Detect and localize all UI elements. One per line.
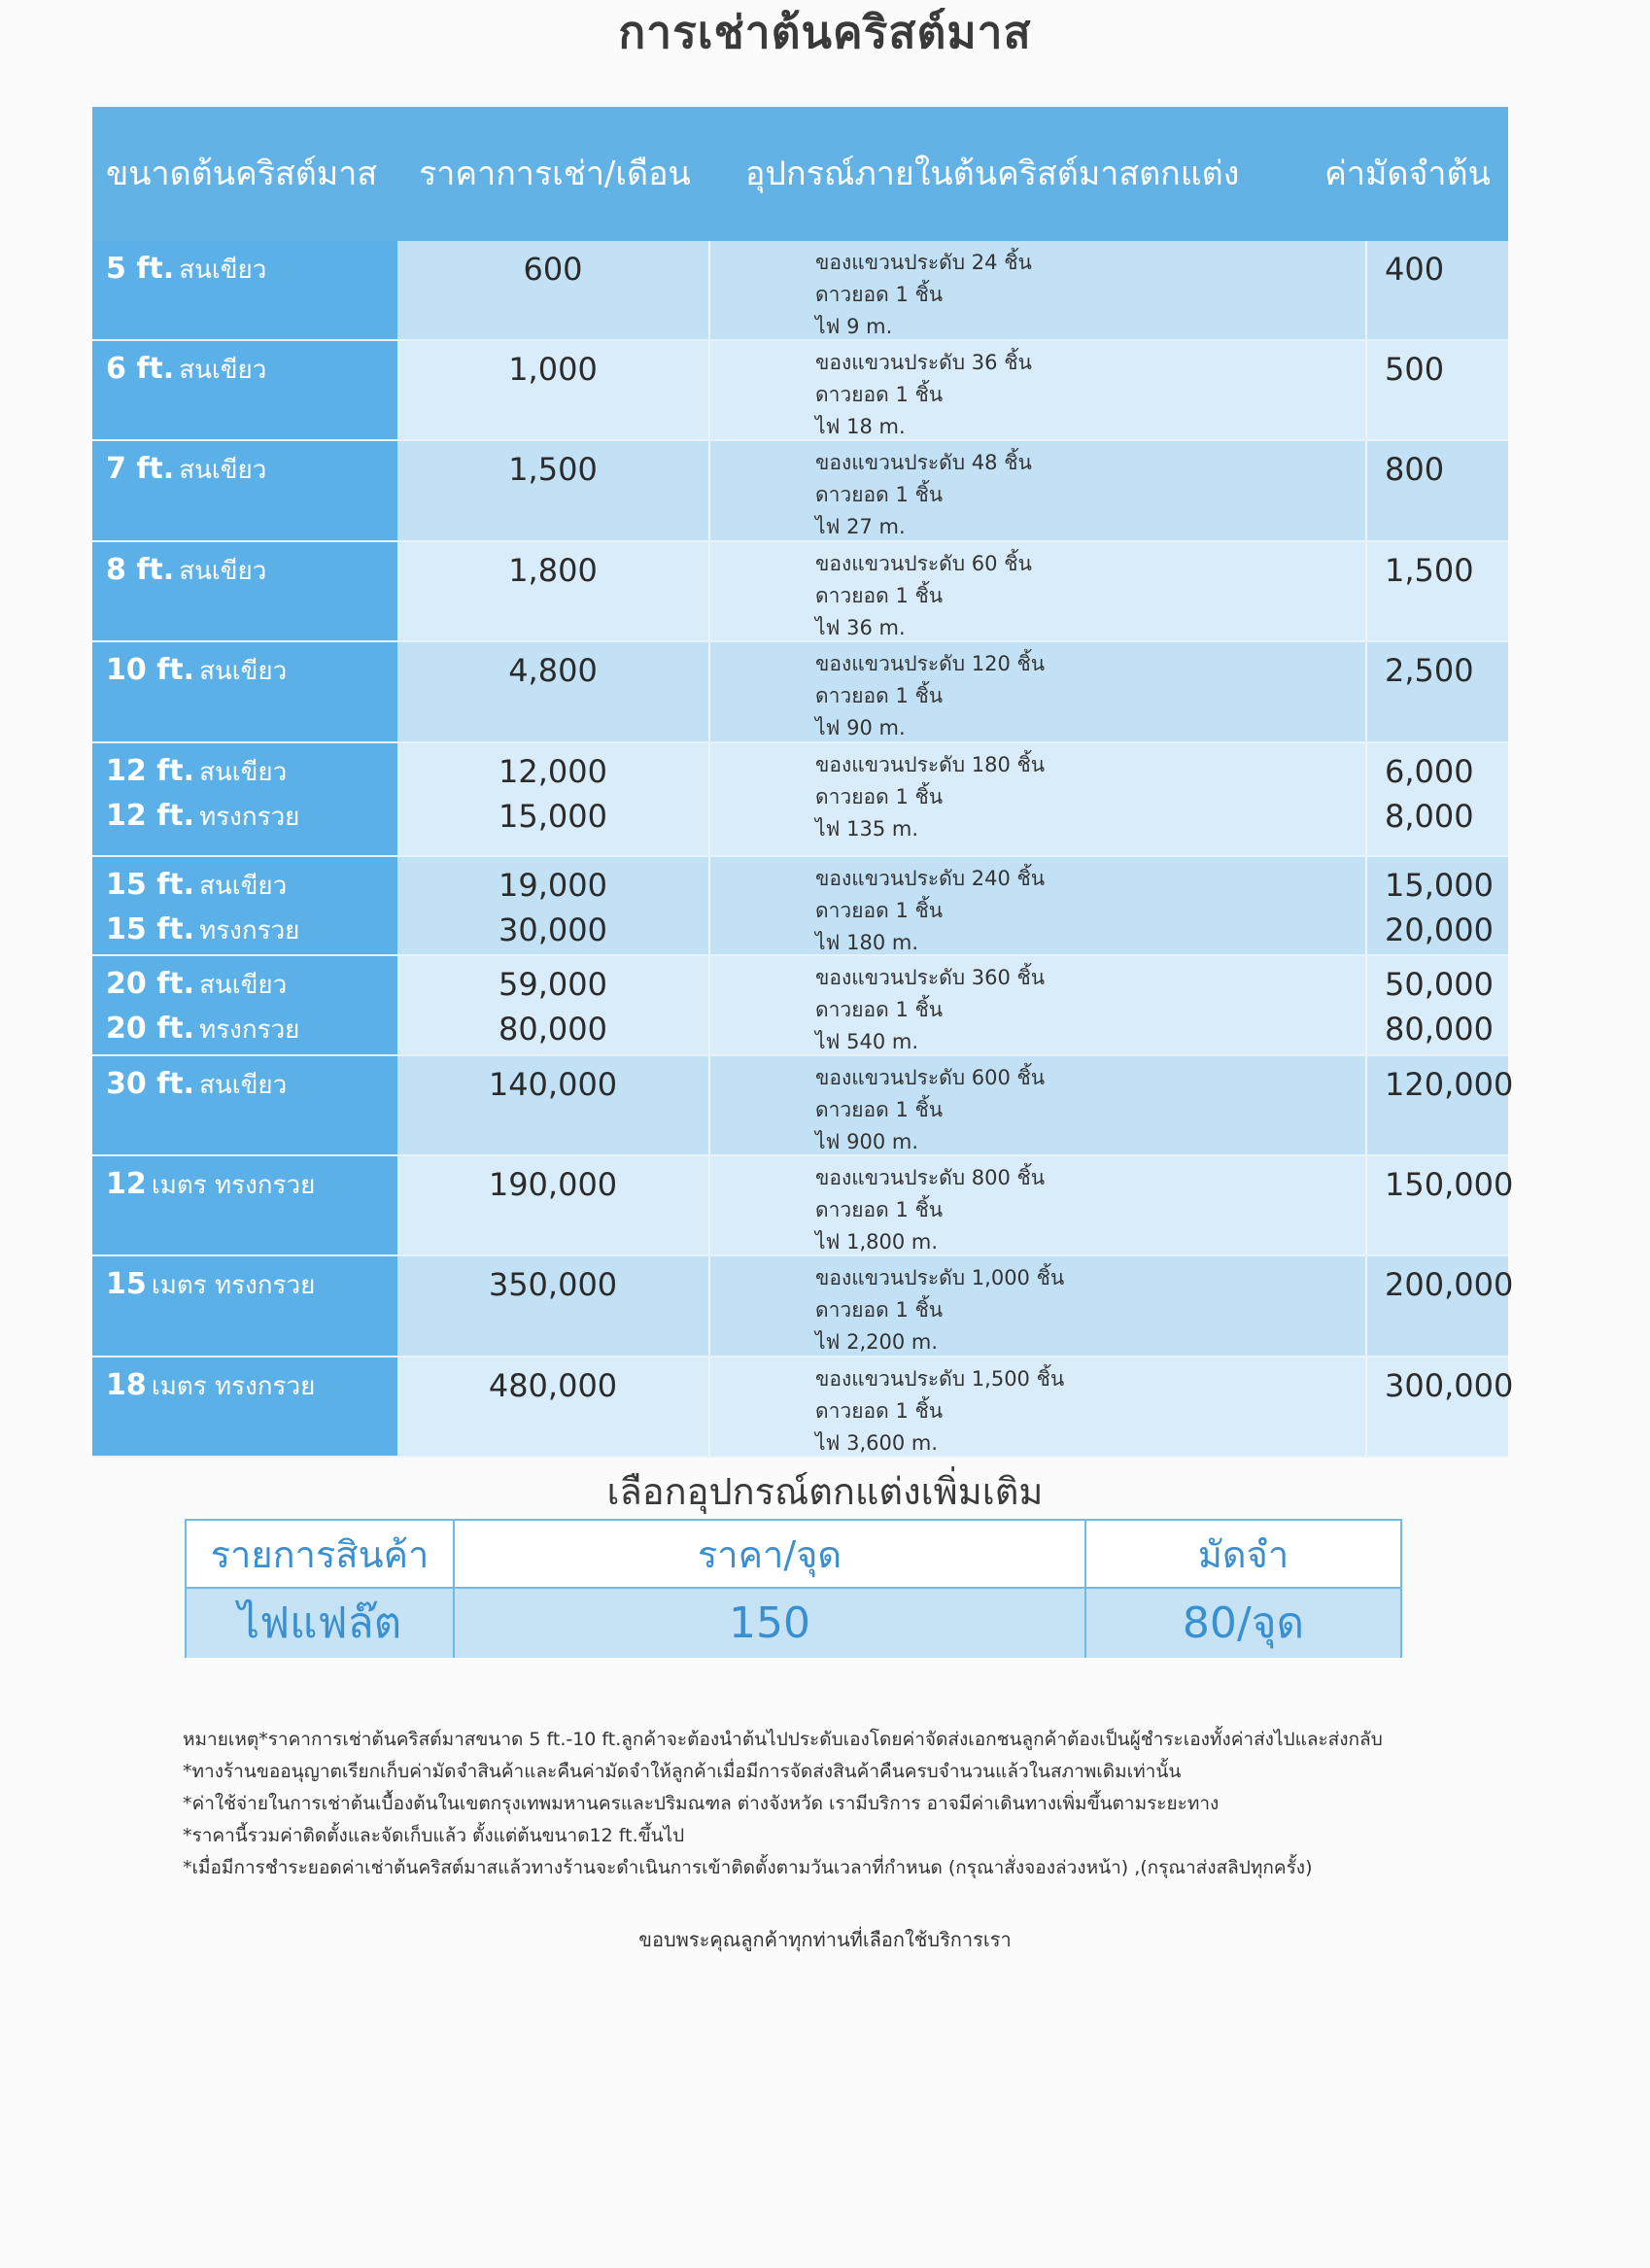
- equipment-item: ของแขวนประดับ 1,500 ชิ้น: [815, 1367, 1065, 1391]
- equipment-item: ดาวยอด 1 ชิ้น: [815, 785, 944, 808]
- column-divider: [1365, 1357, 1367, 1456]
- header-tree-size: ขนาดต้นคริสต์มาส: [106, 155, 378, 193]
- table-row: [92, 341, 1508, 441]
- note-line: หมายเหตุ*ราคาการเช่าต้นคริสต์มาสขนาด 5 ft.-10 ft.ลูกค้าจะต้องนำต้นไปประดับเองโดยค่าจัดส่งเอกชนลูกค้าต้องเป็นผู้ชำระเองทั้งค่าส่งไปและส่งกลับ: [183, 1729, 1383, 1750]
- addon-header-price: ราคา/จุด: [455, 1521, 1086, 1587]
- rental-price-cell: [397, 347, 708, 392]
- tree-type: สนเขียว: [179, 256, 267, 285]
- equipment-item: ไฟ 27 m.: [815, 515, 906, 538]
- column-divider: [1365, 1056, 1367, 1154]
- rental-price: 12,000: [498, 753, 607, 790]
- equipment-item: ดาวยอด 1 ชิ้น: [815, 1298, 944, 1322]
- tree-size-cell: [92, 542, 397, 640]
- equipment-item: ไฟ 2,200 m.: [815, 1330, 939, 1354]
- tree-height: 12: [106, 1167, 147, 1201]
- column-divider: [1365, 956, 1367, 1054]
- tree-height: 30 ft.: [106, 1067, 194, 1101]
- equipment-cell: [815, 247, 1359, 343]
- deposit-cell: [1385, 548, 1579, 593]
- equipment-item: ของแขวนประดับ 180 ชิ้น: [815, 753, 1046, 776]
- equipment-item: ไฟ 3,600 m.: [815, 1431, 939, 1455]
- equipment-item: ดาวยอด 1 ชิ้น: [815, 1098, 944, 1121]
- equipment-item: ของแขวนประดับ 48 ชิ้น: [815, 451, 1032, 474]
- table-header: [92, 107, 1508, 241]
- equipment-cell: [815, 1062, 1359, 1158]
- rental-price-cell: [397, 863, 708, 952]
- deposit-value: 15,000: [1385, 867, 1494, 904]
- tree-type: สนเขียว: [199, 971, 288, 1000]
- deposit-cell: [1385, 1262, 1579, 1307]
- tree-size: [106, 247, 397, 292]
- column-divider: [1365, 642, 1367, 741]
- addon-title: เลือกอุปกรณ์ตกแต่งเพิ่มเติม: [606, 1470, 1044, 1513]
- equipment-item: ดาวยอด 1 ชิ้น: [815, 383, 944, 406]
- rental-price-cell: [397, 1162, 708, 1207]
- deposit-cell: [1385, 347, 1579, 392]
- note-line: *ค่าใช้จ่ายในการเช่าต้นเบื้องต้นในเขตกรุงเทพมหานครและปริมณฑล ต่างจังหวัด เรามีบริการ อาจมีค่าเดินทางเพิ่มขึ้นตามระยะทาง: [183, 1793, 1220, 1814]
- rental-price-cell: [397, 749, 708, 839]
- rental-price-cell: [397, 962, 708, 1051]
- column-divider: [708, 857, 710, 954]
- column-divider: [1365, 1156, 1367, 1254]
- tree-height: 5 ft.: [106, 252, 175, 286]
- tree-size: [106, 962, 397, 1007]
- tree-size: [106, 1262, 397, 1307]
- table-row: [92, 857, 1508, 956]
- tree-size: [106, 908, 397, 952]
- rental-price-cell: [397, 1363, 708, 1408]
- tree-height: 20 ft.: [106, 1012, 194, 1046]
- equipment-cell: [815, 447, 1359, 543]
- tree-size: [106, 1007, 397, 1051]
- table-row: [92, 1056, 1514, 1156]
- tree-height: 15: [106, 1267, 147, 1301]
- tree-type: เมตร ทรงกรวย: [151, 1171, 316, 1200]
- rental-price: 480,000: [488, 1367, 618, 1404]
- equipment-item: ดาวยอด 1 ชิ้น: [815, 1198, 944, 1221]
- tree-type: เมตร ทรงกรวย: [151, 1372, 316, 1401]
- rental-price: 30,000: [498, 911, 607, 948]
- column-divider: [708, 542, 710, 640]
- equipment-cell: [815, 1162, 1359, 1258]
- deposit-cell: [1385, 447, 1579, 492]
- equipment-item: ดาวยอด 1 ชิ้น: [815, 1399, 944, 1423]
- equipment-cell: [815, 1262, 1359, 1358]
- addon-header-item: รายการสินค้า: [187, 1521, 455, 1587]
- column-divider: [708, 1256, 710, 1356]
- note-line: *ราคานี้รวมค่าติดตั้งและจัดเก็บแล้ว ตั้งแต่ต้นขนาด12 ft.ขึ้นไป: [183, 1825, 685, 1846]
- rental-price: 19,000: [498, 867, 607, 904]
- deposit-value: 120,000: [1385, 1066, 1514, 1103]
- equipment-item: ของแขวนประดับ 24 ชิ้น: [815, 251, 1032, 274]
- tree-size-cell: [92, 441, 397, 540]
- tree-height: 6 ft.: [106, 352, 175, 386]
- tree-height: 7 ft.: [106, 452, 175, 486]
- deposit-cell: [1385, 962, 1579, 1051]
- deposit-cell: [1385, 749, 1579, 839]
- table-body: [92, 241, 1514, 1458]
- tree-size-cell: [92, 1256, 397, 1356]
- deposit-value: 1,500: [1385, 552, 1474, 589]
- equipment-item: ไฟ 18 m.: [815, 415, 906, 438]
- addon-deposit: 80/จุด: [1182, 1598, 1305, 1648]
- tree-height: 12 ft.: [106, 754, 194, 788]
- column-divider: [708, 1357, 710, 1456]
- tree-size: [106, 1162, 397, 1207]
- equipment-item: ไฟ 36 m.: [815, 616, 906, 639]
- table-row: [92, 743, 1508, 857]
- rental-price: 600: [523, 251, 583, 288]
- tree-size: [106, 1363, 397, 1408]
- rental-price-cell: [397, 1262, 708, 1307]
- rental-price-cell: [397, 247, 708, 292]
- deposit-value: 800: [1385, 451, 1445, 488]
- equipment-item: ดาวยอด 1 ชิ้น: [815, 998, 944, 1021]
- rental-price-cell: [397, 548, 708, 593]
- tree-type: สนเขียว: [199, 872, 288, 901]
- deposit-value: 6,000: [1385, 753, 1474, 790]
- equipment-item: ไฟ 135 m.: [815, 817, 918, 841]
- rental-price: 4,800: [508, 652, 598, 689]
- tree-height: 12 ft.: [106, 799, 194, 833]
- addon-data-row: [187, 1589, 1400, 1658]
- tree-type: สนเขียว: [179, 557, 267, 586]
- rental-price: 80,000: [498, 1011, 607, 1048]
- column-divider: [1365, 542, 1367, 640]
- equipment-cell: [815, 863, 1359, 959]
- tree-size: [106, 648, 397, 693]
- deposit-value: 500: [1385, 351, 1445, 388]
- equipment-item: ไฟ 90 m.: [815, 716, 906, 739]
- tree-size: [106, 347, 397, 392]
- tree-height: 15 ft.: [106, 912, 194, 946]
- equipment-item: ไฟ 900 m.: [815, 1130, 918, 1153]
- equipment-item: ของแขวนประดับ 360 ชิ้น: [815, 966, 1046, 989]
- tree-type: สนเขียว: [199, 1071, 288, 1100]
- equipment-cell: [815, 648, 1359, 744]
- rental-price-cell: [397, 447, 708, 492]
- rental-price: 1,500: [508, 451, 598, 488]
- column-divider: [708, 441, 710, 540]
- equipment-item: ดาวยอด 1 ชิ้น: [815, 899, 944, 922]
- column-divider: [1365, 857, 1367, 954]
- table-row: [92, 1357, 1514, 1458]
- table-row: [92, 441, 1508, 542]
- column-divider: [1365, 743, 1367, 855]
- tree-size: [106, 1062, 397, 1107]
- column-divider: [708, 241, 710, 339]
- tree-height: 20 ft.: [106, 967, 194, 1001]
- equipment-item: ของแขวนประดับ 120 ชิ้น: [815, 652, 1046, 675]
- tree-height: 8 ft.: [106, 553, 175, 587]
- equipment-item: ไฟ 9 m.: [815, 315, 893, 338]
- equipment-item: ของแขวนประดับ 1,000 ชิ้น: [815, 1266, 1065, 1289]
- equipment-item: ของแขวนประดับ 60 ชิ้น: [815, 552, 1032, 575]
- page-title: การเช่าต้นคริสต์มาส: [618, 6, 1032, 58]
- deposit-cell: [1385, 648, 1579, 693]
- deposit-cell: [1385, 247, 1579, 292]
- tree-size-cell: [92, 956, 397, 1054]
- equipment-item: ดาวยอด 1 ชิ้น: [815, 584, 944, 607]
- column-divider: [708, 341, 710, 439]
- column-divider: [1365, 441, 1367, 540]
- column-divider: [708, 743, 710, 855]
- equipment-cell: [815, 962, 1359, 1058]
- header-deposit: ค่ามัดจำต้น: [1324, 155, 1491, 193]
- deposit-value: 200,000: [1385, 1266, 1514, 1303]
- rental-price-cell: [397, 648, 708, 693]
- equipment-item: ไฟ 180 m.: [815, 931, 918, 954]
- deposit-cell: [1385, 1062, 1579, 1107]
- tree-size: [106, 447, 397, 492]
- tree-size-cell: [92, 1156, 397, 1254]
- equipment-cell: [815, 548, 1359, 644]
- equipment-item: ไฟ 1,800 m.: [815, 1230, 939, 1254]
- header-equipment: อุปกรณ์ภายในต้นคริสต์มาสตกแต่ง: [745, 155, 1240, 193]
- tree-type: สนเขียว: [199, 758, 288, 787]
- tree-type: สนเขียว: [179, 456, 267, 485]
- tree-size-cell: [92, 857, 397, 954]
- addon-item: ไฟแฟล๊ต: [187, 1589, 455, 1658]
- tree-size-cell: [92, 642, 397, 741]
- equipment-item: ดาวยอด 1 ชิ้น: [815, 483, 944, 506]
- tree-type: ทรงกรวย: [199, 803, 300, 832]
- table-row: [92, 642, 1508, 743]
- rental-price: 350,000: [488, 1266, 618, 1303]
- tree-size-cell: [92, 743, 397, 855]
- deposit-cell: [1385, 1363, 1579, 1408]
- tree-size: [106, 863, 397, 908]
- equipment-cell: [815, 749, 1359, 845]
- rental-price: 1,800: [508, 552, 598, 589]
- rental-price: 190,000: [488, 1166, 618, 1203]
- table-row: [92, 241, 1508, 341]
- tree-type: ทรงกรวย: [199, 916, 300, 945]
- tree-type: ทรงกรวย: [199, 1015, 300, 1045]
- tree-size: [106, 548, 397, 593]
- equipment-item: ไฟ 540 m.: [815, 1030, 918, 1053]
- column-divider: [708, 1156, 710, 1254]
- column-divider: [1365, 1256, 1367, 1356]
- tree-size-cell: [92, 341, 397, 439]
- deposit-value: 20,000: [1385, 911, 1494, 948]
- equipment-cell: [815, 1363, 1359, 1460]
- table-row: [92, 956, 1508, 1056]
- thank-you-text: ขอบพระคุณลูกค้าทุกท่านที่เลือกใช้บริการเรา: [638, 1928, 1012, 1951]
- tree-height: 18: [106, 1368, 147, 1402]
- tree-type: เมตร ทรงกรวย: [151, 1271, 316, 1300]
- rental-price: 140,000: [488, 1066, 618, 1103]
- equipment-item: ของแขวนประดับ 36 ชิ้น: [815, 351, 1032, 374]
- rental-price-cell: [397, 1062, 708, 1107]
- addon-table: [185, 1519, 1402, 1658]
- column-divider: [708, 1056, 710, 1154]
- addon-header-row: [187, 1521, 1400, 1589]
- tree-size-cell: [92, 241, 397, 339]
- rental-price: 1,000: [508, 351, 598, 388]
- deposit-cell: [1385, 863, 1579, 952]
- equipment-item: ดาวยอด 1 ชิ้น: [815, 283, 944, 306]
- tree-size-cell: [92, 1056, 397, 1154]
- deposit-value: 8,000: [1385, 798, 1474, 835]
- deposit-value: 300,000: [1385, 1367, 1514, 1404]
- column-divider: [1365, 241, 1367, 339]
- addon-price: 150: [455, 1589, 1086, 1658]
- deposit-value: 150,000: [1385, 1166, 1514, 1203]
- equipment-item: ของแขวนประดับ 600 ชิ้น: [815, 1066, 1046, 1089]
- deposit-cell: [1385, 1162, 1579, 1207]
- rental-price-table: [92, 107, 1514, 1455]
- equipment-item: ของแขวนประดับ 800 ชิ้น: [815, 1166, 1046, 1189]
- table-row: [92, 1256, 1514, 1357]
- equipment-cell: [815, 347, 1359, 443]
- equipment-item: ของแขวนประดับ 240 ชิ้น: [815, 867, 1046, 890]
- rental-price: 59,000: [498, 966, 607, 1003]
- tree-type: สนเขียว: [179, 356, 267, 385]
- deposit-value: 400: [1385, 251, 1445, 288]
- table-row: [92, 542, 1508, 642]
- rental-price: 15,000: [498, 798, 607, 835]
- deposit-value: 50,000: [1385, 966, 1494, 1003]
- column-divider: [1365, 341, 1367, 439]
- deposit-value: 2,500: [1385, 652, 1474, 689]
- equipment-item: ดาวยอด 1 ชิ้น: [815, 684, 944, 707]
- column-divider: [708, 642, 710, 741]
- note-line: *ทางร้านขออนุญาตเรียกเก็บค่ามัดจำสินค้าและคืนค่ามัดจำให้ลูกค้าเมื่อมีการจัดส่งสินค้าคืนครบจำนวนแล้วในสภาพเดิมเท่านั้น: [183, 1761, 1182, 1782]
- tree-type: สนเขียว: [199, 657, 288, 686]
- tree-size: [106, 749, 397, 794]
- column-divider: [708, 956, 710, 1054]
- tree-height: 10 ft.: [106, 653, 194, 687]
- note-line: *เมื่อมีการชำระยอดค่าเช่าต้นคริสต์มาสแล้วทางร้านจะดำเนินการเข้าติดตั้งตามวันเวลาที่กำหนด (กรุณาสั่งจองล่วงหน้า) ,(กรุณาส่งสลิปทุกครั้ง): [183, 1857, 1313, 1878]
- notes: [183, 1724, 1446, 1884]
- table-row: [92, 1156, 1514, 1256]
- deposit-value: 80,000: [1385, 1011, 1494, 1048]
- header-rental-price: ราคาการเช่า/เดือน: [419, 155, 691, 193]
- tree-height: 15 ft.: [106, 868, 194, 902]
- addon-header-deposit: มัดจำ: [1197, 1533, 1289, 1576]
- tree-size: [106, 794, 397, 839]
- tree-size-cell: [92, 1357, 397, 1456]
